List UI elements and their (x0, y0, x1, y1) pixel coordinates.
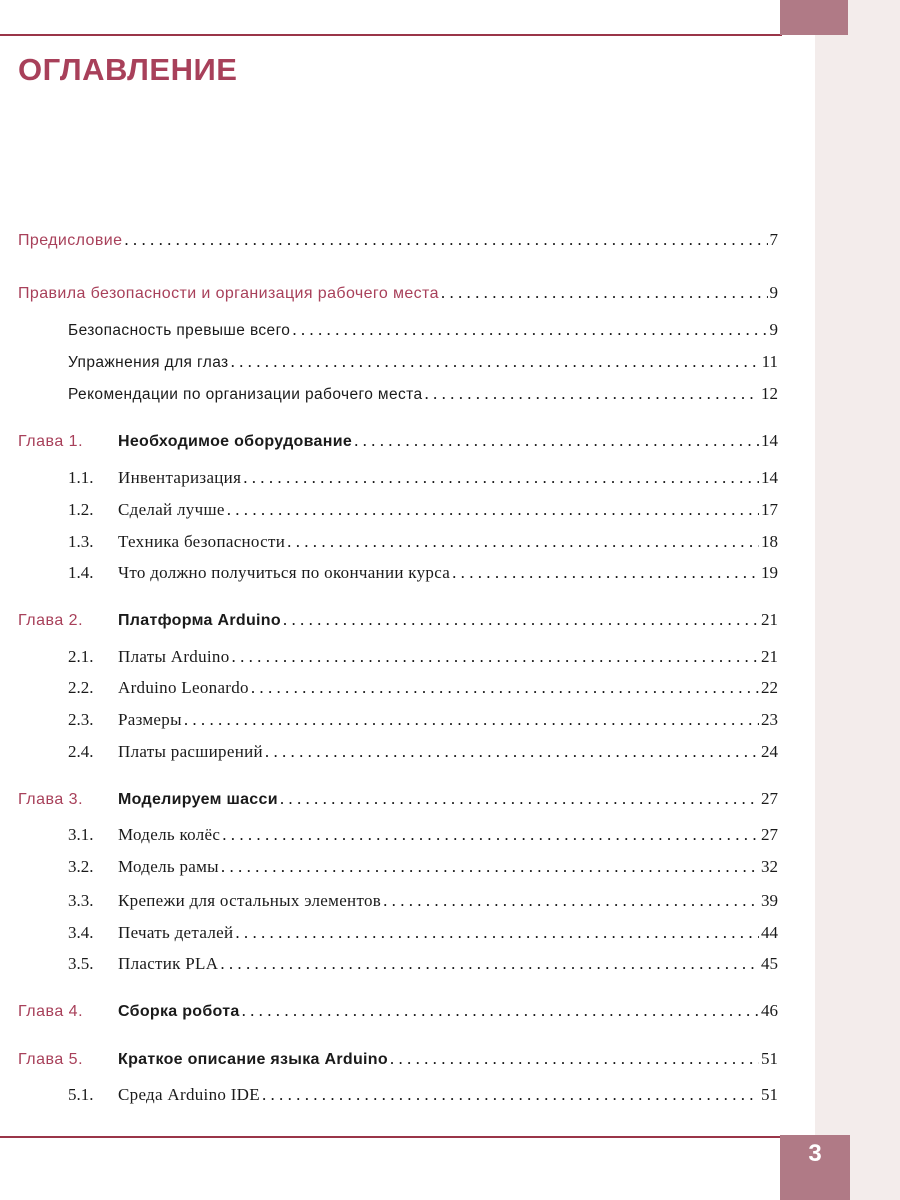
entry-page: 9 (769, 320, 778, 339)
toc-entry[interactable] (68, 891, 778, 915)
toc-entry[interactable] (68, 352, 778, 376)
entry-page: 9 (769, 283, 778, 302)
leader-dots (262, 1085, 759, 1105)
entry-page: 12 (761, 384, 778, 403)
entry-title: Среда Arduino IDE (118, 1085, 260, 1104)
leader-dots (354, 431, 759, 451)
toc-entry[interactable] (68, 923, 778, 947)
entry-number: 5.1. (68, 1085, 94, 1104)
entry-page: 14 (761, 431, 778, 450)
entry-title: Платы расширений (118, 742, 263, 761)
entry-number: 3.2. (68, 857, 94, 876)
leader-dots (425, 384, 760, 404)
toc-entry[interactable] (68, 710, 778, 734)
entry-page: 44 (761, 923, 778, 942)
toc-entry[interactable] (68, 857, 778, 881)
entry-number: Глава 2. (18, 612, 84, 629)
entry-number: 2.2. (68, 678, 94, 697)
leader-dots (280, 789, 759, 809)
toc-entry[interactable] (18, 230, 778, 254)
leader-dots (452, 563, 759, 583)
leader-dots (221, 857, 759, 877)
footer-rule (0, 1136, 782, 1138)
entry-page: 45 (761, 954, 778, 973)
page-title: ОГЛАВЛЕНИЕ (18, 52, 238, 87)
leader-dots (235, 923, 759, 943)
entry-title: Arduino Leonardo (118, 678, 249, 697)
toc-entry[interactable] (68, 954, 778, 978)
entry-number: Глава 4. (18, 1003, 84, 1020)
entry-number: 3.3. (68, 891, 94, 910)
leader-dots (232, 647, 759, 667)
leader-dots (242, 1001, 759, 1021)
toc-entry[interactable] (68, 1085, 778, 1109)
entry-title: Модель колёс (118, 825, 221, 844)
leader-dots (220, 954, 759, 974)
entry-page: 21 (761, 647, 778, 666)
entry-page: 22 (761, 678, 778, 697)
entry-page: 21 (761, 610, 778, 629)
entry-number: Глава 5. (18, 1051, 84, 1068)
entry-page: 39 (761, 891, 778, 910)
toc-entry[interactable] (18, 1001, 778, 1025)
entry-page: 11 (761, 352, 778, 371)
entry-page: 32 (761, 857, 778, 876)
leader-dots (383, 891, 759, 911)
entry-title: Моделируем шасси (118, 791, 278, 808)
entry-number: Глава 1. (18, 433, 84, 450)
leader-dots (287, 532, 759, 552)
entry-number: 3.1. (68, 825, 94, 844)
entry-number: 2.1. (68, 647, 94, 666)
entry-title: Крепежи для остальных элементов (118, 891, 382, 910)
leader-dots (184, 710, 759, 730)
page-edge (815, 0, 900, 1200)
entry-page: 19 (761, 563, 778, 582)
entry-number: Глава 3. (18, 791, 84, 808)
leader-dots (243, 468, 759, 488)
entry-title: Необходимое оборудование (118, 433, 353, 450)
leader-dots (124, 230, 767, 250)
header-tab (780, 0, 848, 35)
entry-page: 23 (761, 710, 778, 729)
entry-number: 3.4. (68, 923, 94, 942)
header-rule (0, 34, 782, 36)
leader-dots (283, 610, 759, 630)
entry-page: 14 (761, 468, 778, 487)
entry-title: Печать деталей (118, 923, 234, 942)
entry-page: 46 (761, 1001, 778, 1020)
entry-title: Упражнения для глаз (68, 354, 229, 371)
entry-title: Сделай лучше (118, 500, 225, 519)
entry-page: 51 (761, 1085, 778, 1104)
entry-title: Краткое описание языка Arduino (118, 1051, 388, 1068)
toc-entry[interactable] (68, 532, 778, 556)
entry-title: Сборка робота (118, 1003, 240, 1020)
page-number: 3 (780, 1135, 850, 1200)
entry-page: 7 (769, 230, 778, 249)
entry-title: Инвентаризация (118, 468, 242, 487)
entry-title: Платы Arduino (118, 647, 230, 666)
entry-number: 2.3. (68, 710, 94, 729)
leader-dots (390, 1049, 759, 1069)
entry-title: Техника безопасности (118, 532, 286, 551)
toc-entry[interactable] (18, 1049, 778, 1073)
leader-dots (231, 352, 760, 372)
leader-dots (227, 500, 759, 520)
toc-entry[interactable] (18, 431, 778, 455)
leader-dots (265, 742, 759, 762)
toc-entry[interactable] (18, 789, 778, 813)
entry-title: Безопасность превыше всего (68, 322, 291, 339)
entry-title: Модель рамы (118, 857, 219, 876)
entry-page: 17 (761, 500, 778, 519)
toc-entry[interactable] (68, 825, 778, 849)
entry-page: 27 (761, 789, 778, 808)
entry-title: Платформа Arduino (118, 612, 281, 629)
entry-number: 1.3. (68, 532, 94, 551)
toc-entry[interactable] (68, 468, 778, 492)
entry-number: 3.5. (68, 954, 94, 973)
entry-page: 51 (761, 1049, 778, 1068)
entry-title: Предисловие (18, 232, 123, 249)
entry-title: Пластик PLA (118, 954, 219, 973)
entry-number: 1.1. (68, 468, 94, 487)
leader-dots (222, 825, 759, 845)
entry-title: Правила безопасности и организация рабочего места (18, 285, 439, 302)
leader-dots (292, 320, 767, 340)
toc-entry[interactable] (68, 500, 778, 524)
entry-number: 2.4. (68, 742, 94, 761)
toc-entry[interactable] (68, 320, 778, 344)
toc-entry[interactable] (68, 742, 778, 766)
toc-entry[interactable] (68, 647, 778, 671)
entry-page: 18 (761, 532, 778, 551)
toc-entry[interactable] (68, 563, 778, 587)
toc-entry[interactable] (68, 678, 778, 702)
toc-entry[interactable] (18, 610, 778, 634)
toc-entry[interactable] (68, 384, 778, 408)
entry-page: 27 (761, 825, 778, 844)
toc-entry[interactable] (18, 283, 778, 307)
entry-title: Что должно получиться по окончании курса (118, 563, 451, 582)
leader-dots (251, 678, 759, 698)
entry-title: Рекомендации по организации рабочего места (68, 386, 423, 403)
entry-number: 1.2. (68, 500, 94, 519)
entry-page: 24 (761, 742, 778, 761)
leader-dots (441, 283, 768, 303)
entry-title: Размеры (118, 710, 182, 729)
entry-number: 1.4. (68, 563, 94, 582)
